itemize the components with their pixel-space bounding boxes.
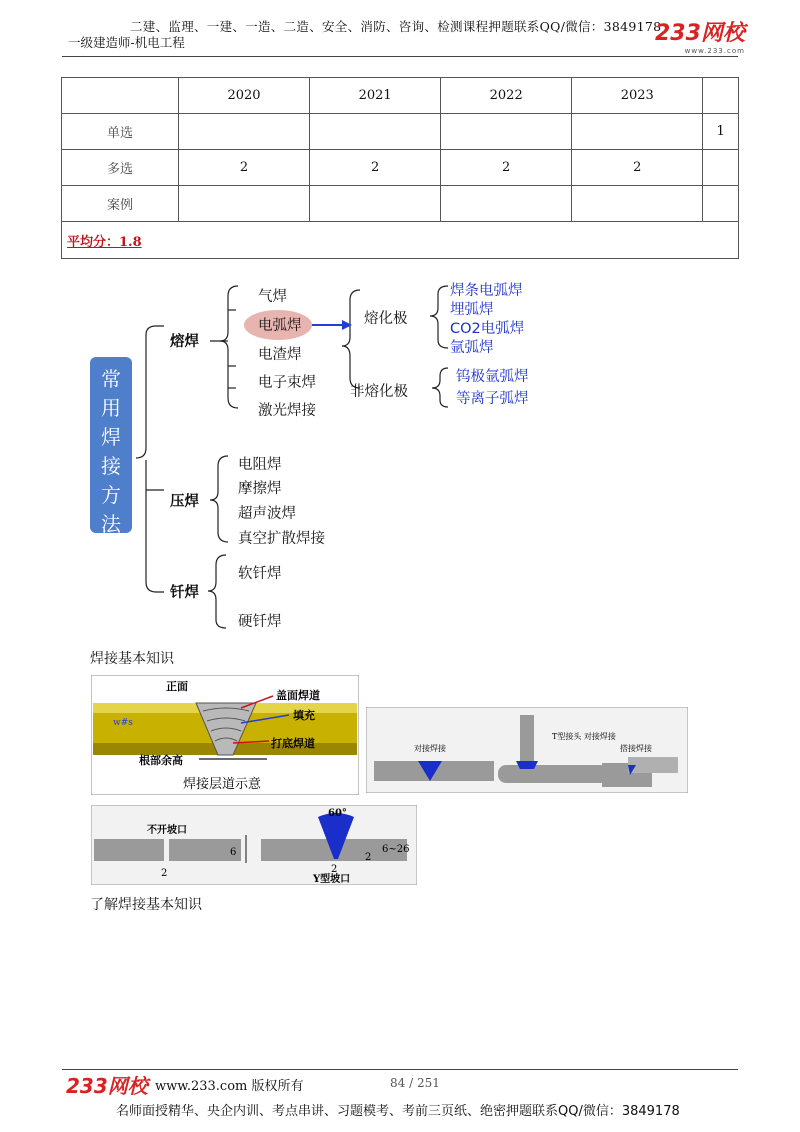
table-header-cell: 2021 — [310, 78, 441, 114]
table-header-cell: 2023 — [572, 78, 703, 114]
root-face-dim: 2 — [365, 852, 372, 863]
table-row — [62, 186, 739, 222]
joint-types-figure — [366, 707, 688, 793]
table-cell — [179, 114, 310, 150]
left-plate — [94, 839, 164, 861]
table-cell — [572, 186, 703, 222]
row-label: 多选 — [62, 150, 179, 186]
table-cell — [179, 186, 310, 222]
tee-joint-stem — [520, 715, 534, 767]
fusion-item: 激光焊接 — [258, 403, 316, 419]
non-consumable-item: 等离子弧焊 — [456, 391, 529, 407]
brazing-item: 软钎焊 — [238, 566, 282, 582]
joint-label: T型接头 对接焊接 — [552, 732, 616, 741]
average-cell — [62, 222, 739, 259]
consumable-item: 埋弧焊 — [450, 302, 494, 318]
consumable-electrode-label: 熔化极 — [364, 311, 408, 327]
table-cell — [310, 114, 441, 150]
header-divider — [62, 56, 738, 57]
row-label: 案例 — [62, 186, 179, 222]
y-groove-caption: Y型坡口 — [313, 874, 351, 885]
root-pass-label: 打底焊道 — [271, 737, 315, 750]
footer-divider — [62, 1069, 738, 1070]
table-header-cell: 2022 — [441, 78, 572, 114]
pressure-item: 真空扩散焊接 — [238, 531, 325, 547]
welding-methods-mindmap — [80, 270, 560, 640]
consumable-item: 焊条电弧焊 — [450, 283, 523, 299]
weld-layer-figure — [91, 675, 359, 795]
table-cell — [441, 114, 572, 150]
row-label: 单选 — [62, 114, 179, 150]
face-label: 正面 — [166, 680, 188, 693]
footer-logo: 233网校 — [66, 1074, 148, 1098]
table-row — [62, 150, 739, 186]
groove-figure — [91, 805, 417, 885]
table-header-row — [62, 78, 739, 114]
table-header-cell — [703, 78, 739, 114]
brazing-label: 钎焊 — [170, 585, 199, 601]
no-groove-label: 不开坡口 — [147, 825, 187, 836]
root-gap: 2 — [331, 864, 338, 875]
root-char: 用 — [101, 396, 121, 420]
table-cell: 1 — [703, 114, 739, 150]
page-number: 84 / 251 — [390, 1076, 440, 1090]
root-char: 接 — [101, 454, 121, 478]
average-score: 平均分：1.8 — [67, 234, 142, 250]
header-contact-line: 二建、监理、一建、一造、二造、安全、消防、咨询、检测课程押题联系QQ/微信：3849178 — [130, 19, 662, 34]
thickness-range: 6~26 — [382, 844, 410, 855]
table-cell: 2 — [572, 150, 703, 186]
tee-joint-base — [498, 765, 608, 783]
table-header-cell — [62, 78, 179, 114]
root-char: 焊 — [101, 425, 121, 449]
table-cell — [441, 186, 572, 222]
fusion-item: 电渣焊 — [258, 347, 302, 363]
root-char: 法 — [101, 512, 121, 536]
section-title-understand: 了解焊接基本知识 — [90, 897, 202, 913]
table-header-cell: 2020 — [179, 78, 310, 114]
footer-slogan: 名师面授精华、央企内训、考点串讲、习题模考、考前三页纸、绝密押题联系QQ/微信：3849178 — [116, 1104, 680, 1119]
header-subject: 一级建造师-机电工程 — [68, 35, 185, 50]
score-table — [61, 77, 739, 259]
fusion-weld-label: 熔焊 — [170, 334, 199, 350]
header-logo: 233网校 www.233.com — [655, 21, 745, 55]
pressure-item: 摩擦焊 — [238, 481, 282, 497]
footer-site: www.233.com 版权所有 — [155, 1079, 304, 1094]
root-char: 方 — [101, 483, 121, 507]
non-consumable-item: 钨极氩弧焊 — [456, 369, 529, 385]
table-row — [62, 114, 739, 150]
fusion-item: 电弧焊 — [258, 318, 302, 334]
gap-label: 2 — [161, 868, 168, 879]
groove-angle: 60° — [328, 808, 347, 819]
table-cell — [310, 186, 441, 222]
pipe-mark: w#s — [113, 718, 133, 728]
table-cell: 2 — [179, 150, 310, 186]
cap-pass-label: 盖面焊道 — [276, 689, 320, 702]
table-cell — [703, 150, 739, 186]
table-cell — [572, 114, 703, 150]
joint-label: 对接焊接 — [414, 744, 446, 753]
pressure-weld-label: 压焊 — [170, 494, 199, 510]
joint-label: 搭接焊接 — [620, 744, 652, 753]
consumable-item: 氩弧焊 — [450, 340, 494, 356]
pressure-item: 超声波焊 — [238, 506, 296, 522]
table-cell — [703, 186, 739, 222]
brazing-item: 硬钎焊 — [238, 614, 282, 630]
weld-layer-caption: 焊接层道示意 — [183, 777, 262, 792]
plate-thickness: 6 — [230, 847, 237, 858]
fusion-item: 电子束焊 — [258, 375, 316, 391]
fill-pass-label: 填充 — [293, 709, 315, 722]
section-title-welding-basics: 焊接基本知识 — [90, 651, 174, 667]
non-consumable-electrode-label: 非熔化极 — [350, 384, 408, 400]
table-cell: 2 — [310, 150, 441, 186]
pressure-item: 电阻焊 — [238, 457, 282, 473]
table-cell: 2 — [441, 150, 572, 186]
consumable-item: CO2电弧焊 — [450, 321, 525, 337]
fusion-item: 气焊 — [258, 289, 287, 305]
root-reinforcement-label: 根部余高 — [139, 754, 183, 767]
root-char: 常 — [101, 367, 121, 391]
average-row — [62, 222, 739, 259]
